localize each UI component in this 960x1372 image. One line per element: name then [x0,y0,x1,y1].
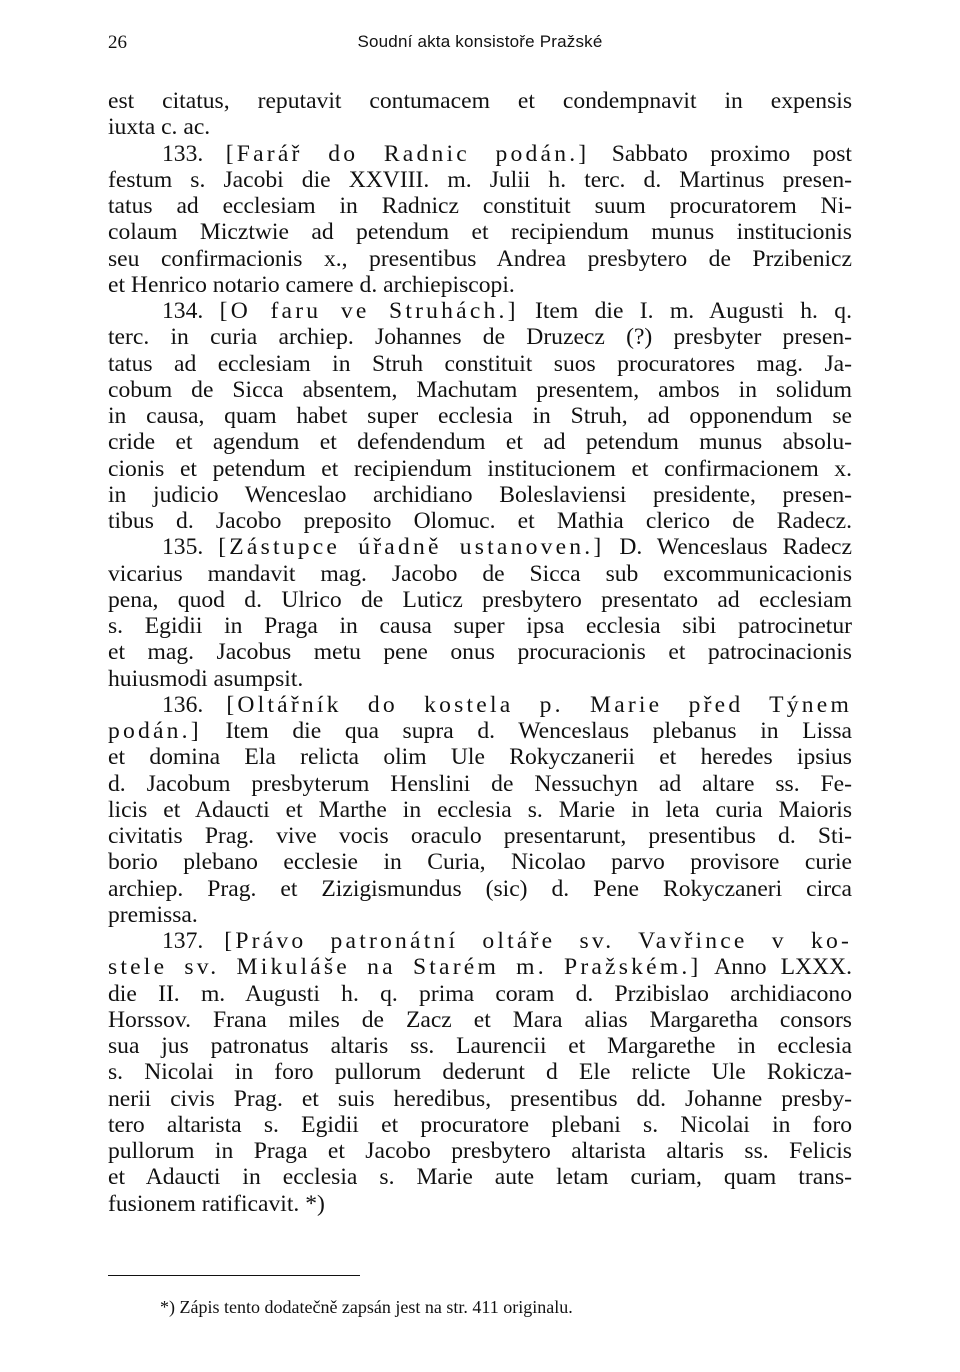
text-line: s. Nicolai in foro pullorum dederunt d Ele relicte Ule Rokicza- [108,1059,852,1086]
text-line [108,954,852,980]
text-line [108,718,852,744]
section-heading: [Oltářník do kostela p. Marie před Týnem [226,691,853,718]
section-heading: [Právo patronátní oltáře sv. Vavřince v ko- [224,928,852,954]
section-heading: [O faru ve Struhách.] [219,298,519,324]
page-header [108,32,852,58]
text-line: est citatus, reputavit contumacem et condempnavit in expensis [108,88,852,114]
text-line: huiusmodi asumpsit. [108,665,304,692]
text-line: fusionem ratificavit. *) [108,1190,325,1217]
text-line: civitatis Prag. vive vocis oraculo presentarunt, presentibus d. Sti- [108,823,852,849]
text-segment: D. Wenceslaus Radecz [604,534,852,561]
text-line [108,928,852,954]
section-heading: stele sv. Mikuláše na Starém m. Pražském.] [108,954,702,981]
text-line: et domina Ela relicta olim Ule Rokyczanerii et heredes ipsius [108,744,852,771]
text-segment: 133. [162,140,226,167]
text-line: archiep. Prag. et Zizigismundus (sic) d. Pene Rokyczaneri circa [108,875,852,902]
text-segment: 134. [162,298,220,324]
running-head: Soudní akta konsistoře Pražské [357,32,603,51]
text-segment: 136. [162,691,227,718]
text-line: sua jus patronatus altaris ss. Laurencii et Margarethe in ecclesia [108,1033,852,1059]
text-line: die II. m. Augusti h. q. prima coram d. Przibislao archidiacono [108,980,852,1007]
text-line: pena, quod d. Ulrico de Luticz presbytero presentato ad ecclesiam [108,586,852,613]
text-line: terc. in curia archiep. Johannes de Druzecz (?) presbyter presen- [108,324,852,351]
text-line: borio plebano ecclesie in Curia, Nicolao parvo provisore curie [108,849,852,876]
text-line: colaum Micztwie ad petendum et recipiendum munus institucionis [108,219,852,246]
text-line: licis et Adaucti et Marthe in ecclesia s. Marie in leta curia Maioris [108,796,852,823]
text-line: cobum de Sicca absentem, Machutam presentem, ambos in solidum [108,376,852,403]
text-line: premissa. [108,901,198,928]
text-line: seu confirmacionis x., presentibus Andrea presbytero de Przibenicz [108,245,852,272]
text-line: et mag. Jacobus metu pene onus procuracionis et patrocinacionis [108,639,852,666]
text-line: s. Egidii in Praga in causa super ipsa ecclesia sibi patrocinetur [108,613,852,639]
text-line [108,141,852,167]
body-text [108,88,852,1217]
section-heading: podán.] [108,718,202,744]
footnote-separator [108,1275,360,1276]
text-segment: Sabbato proximo post [589,140,852,167]
text-line: cionis et petendum et recipiendum institucionem et confirmacionem x. [108,455,852,482]
text-line: festum s. Jacobi die XXVIII. m. Julii h. terc. d. Martinus presen- [108,166,852,193]
text-line: d. Jacobum presbyterum Henslini de Nessuchyn ad altare ss. Fe- [108,770,852,797]
text-line: cride et agendum et defendendum et ad petendum munus absolu- [108,429,852,456]
text-line: in judicio Wenceslao archidiano Boleslaviensi presidente, presen- [108,481,852,508]
section-heading: [Farář do Radnic podán.] [225,140,590,167]
text-line: iuxta c. ac. [108,114,211,141]
text-line: vicarius mandavit mag. Jacobo de Sicca sub excommunicacionis [108,560,852,587]
text-line: tatus ad ecclesiam in Struh constituit suos procuratores mag. Ja- [108,350,852,377]
text-segment: Item die qua supra d. Wenceslaus plebanus in Lissa [201,718,852,744]
text-segment: Item die I. m. Augusti h. q. [518,298,852,324]
text-line: et Henrico notario camere d. archiepiscopi. [108,271,515,298]
text-line: nerii civis Prag. et suis heredibus, presentibus dd. Johanne presby- [108,1085,852,1112]
text-line: in causa, quam habet super ecclesia in Struh, ad opponendum se [108,403,852,429]
text-line [108,298,852,324]
text-line: pullorum in Praga et Jacobo presbytero altarista altaris ss. Felicis [108,1138,852,1164]
section-heading: [Zástupce úřadně ustanoven.] [218,534,605,561]
text-line: et Adaucti in ecclesia s. Marie aute letam curiam, quam trans- [108,1164,852,1191]
text-line: tibus d. Jacobo preposito Olomuc. et Mathia clerico de Radecz. [108,508,852,534]
text-line: Horssov. Frana miles de Zacz et Mara alias Margaretha consors [108,1006,852,1033]
text-segment: 135. [162,534,219,561]
text-segment: Anno LXXX. [701,954,852,981]
text-line [108,534,852,560]
text-line [108,692,852,718]
text-segment: 137. [162,928,225,954]
footnote: *) Zápis tento dodatečně zapsán jest na str. 411 originalu. [160,1297,573,1317]
text-line: tero altarista s. Egidii et procuratore plebani s. Nicolai in foro [108,1111,852,1138]
text-line: tatus ad ecclesiam in Radnicz constituit suum procuratorem Ni- [108,193,852,219]
page-number: 26 [108,32,127,53]
